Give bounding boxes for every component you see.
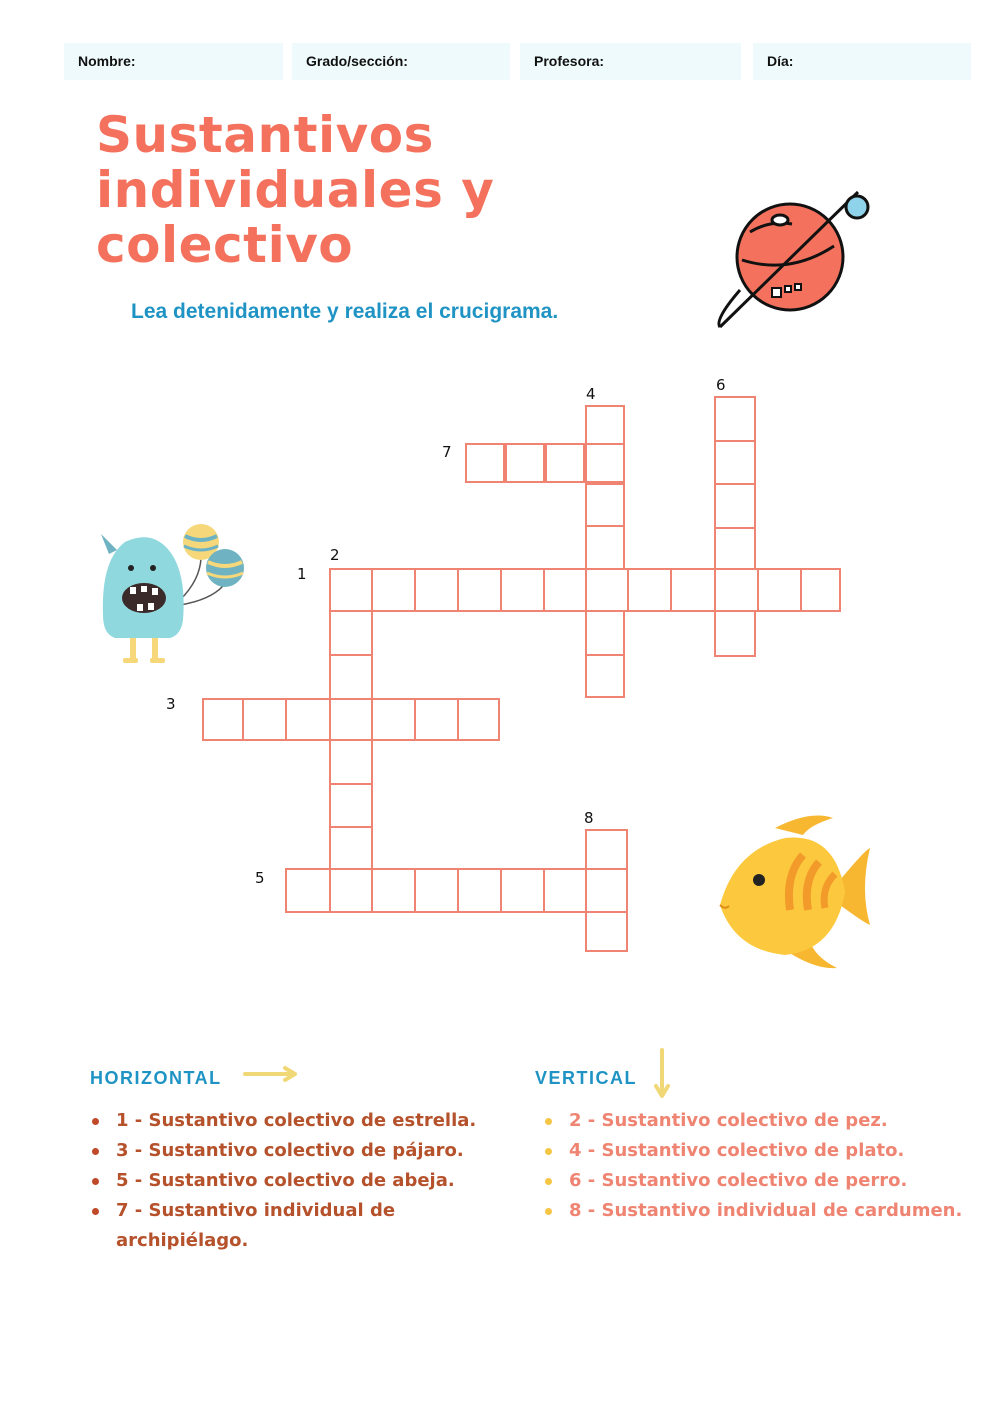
crossword-cell[interactable] bbox=[500, 568, 545, 612]
crossword-cell[interactable] bbox=[585, 443, 625, 483]
clue-number-7: 7 bbox=[442, 443, 452, 461]
crossword-cell[interactable] bbox=[585, 525, 625, 570]
clue-number-2: 2 bbox=[330, 546, 340, 564]
crossword-cell[interactable] bbox=[329, 698, 373, 741]
clue-horizontal-1: 1 - Sustantivo colectivo de estrella. bbox=[90, 1106, 510, 1136]
arrow-down-icon bbox=[653, 1048, 671, 1100]
crossword-cell[interactable] bbox=[414, 868, 459, 913]
horizontal-title: HORIZONTAL bbox=[90, 1068, 222, 1088]
crossword-cell[interactable] bbox=[329, 610, 373, 656]
crossword-cell[interactable] bbox=[414, 568, 459, 612]
clue-horizontal-7: 7 - Sustantivo individual de archipiélago. bbox=[90, 1196, 510, 1256]
crossword-cell[interactable] bbox=[202, 698, 244, 741]
crossword-cell[interactable] bbox=[585, 483, 625, 527]
nombre-label: Nombre: bbox=[78, 53, 136, 69]
crossword-cell[interactable] bbox=[543, 868, 587, 913]
crossword-cell[interactable] bbox=[714, 483, 756, 529]
crossword-cell[interactable] bbox=[505, 443, 545, 483]
crossword-cell[interactable] bbox=[670, 568, 716, 612]
crossword-cell[interactable] bbox=[457, 868, 502, 913]
clue-horizontal-5: 5 - Sustantivo colectivo de abeja. bbox=[90, 1166, 510, 1196]
profesora-label: Profesora: bbox=[534, 53, 605, 69]
crossword-cell[interactable] bbox=[714, 568, 759, 612]
crossword-cell[interactable] bbox=[585, 829, 628, 870]
crossword-cell[interactable] bbox=[329, 783, 373, 828]
clue-vertical-4: 4 - Sustantivo colectivo de plato. bbox=[543, 1136, 963, 1166]
clue-vertical-2: 2 - Sustantivo colectivo de pez. bbox=[543, 1106, 963, 1136]
crossword-cell[interactable] bbox=[329, 568, 373, 612]
crossword-cell[interactable] bbox=[585, 911, 628, 952]
crossword-cell[interactable] bbox=[714, 610, 756, 657]
crossword-cell[interactable] bbox=[585, 405, 625, 446]
clue-number-8: 8 bbox=[584, 809, 594, 827]
crossword-cell[interactable] bbox=[714, 527, 756, 570]
crossword-cell[interactable] bbox=[242, 698, 287, 741]
crossword-cell[interactable] bbox=[585, 654, 625, 698]
horizontal-clues bbox=[90, 1106, 510, 1256]
crossword-cell[interactable] bbox=[329, 739, 373, 785]
clue-vertical-6: 6 - Sustantivo colectivo de perro. bbox=[543, 1166, 963, 1196]
crossword-cell[interactable] bbox=[757, 568, 802, 612]
crossword-cell[interactable] bbox=[543, 568, 587, 612]
crossword-cell[interactable] bbox=[585, 568, 629, 612]
vertical-clues bbox=[543, 1106, 963, 1226]
dia-label: Día: bbox=[767, 53, 794, 69]
clue-number-5: 5 bbox=[255, 869, 265, 887]
crossword-cell[interactable] bbox=[585, 610, 625, 656]
crossword-cell[interactable] bbox=[329, 654, 373, 700]
crossword-cell[interactable] bbox=[457, 568, 502, 612]
grado-label: Grado/sección: bbox=[306, 53, 408, 69]
crossword-cell[interactable] bbox=[800, 568, 841, 612]
crossword-cell[interactable] bbox=[465, 443, 505, 483]
vertical-title: VERTICAL bbox=[535, 1068, 637, 1088]
clue-number-4: 4 bbox=[586, 385, 596, 403]
clue-horizontal-3: 3 - Sustantivo colectivo de pájaro. bbox=[90, 1136, 510, 1166]
title-line-3: colectivo bbox=[96, 216, 354, 274]
crossword-cell[interactable] bbox=[371, 698, 416, 741]
crossword-cell[interactable] bbox=[329, 868, 373, 913]
crossword-cell[interactable] bbox=[285, 698, 331, 741]
clue-vertical-8: 8 - Sustantivo individual de cardumen. bbox=[543, 1196, 963, 1226]
crossword-cell[interactable] bbox=[329, 826, 373, 870]
title-line-1: Sustantivos bbox=[96, 106, 434, 164]
clue-number-3: 3 bbox=[166, 695, 176, 713]
crossword-cell[interactable] bbox=[414, 698, 459, 741]
crossword-cell[interactable] bbox=[585, 868, 628, 913]
crossword-cell[interactable] bbox=[714, 396, 756, 442]
crossword-cell[interactable] bbox=[457, 698, 500, 741]
crossword-cell[interactable] bbox=[371, 868, 416, 913]
title-line-2: individuales y bbox=[96, 161, 495, 219]
crossword-cell[interactable] bbox=[714, 440, 756, 485]
clue-number-1: 1 bbox=[297, 565, 307, 583]
crossword-cell[interactable] bbox=[500, 868, 545, 913]
crossword-cell[interactable] bbox=[371, 568, 416, 612]
arrow-right-icon bbox=[243, 1065, 299, 1083]
instruction-text: Lea detenidamente y realiza el crucigrama. bbox=[131, 300, 559, 323]
crossword-cell[interactable] bbox=[285, 868, 331, 913]
crossword-cell[interactable] bbox=[545, 443, 585, 483]
clue-number-6: 6 bbox=[716, 376, 726, 394]
crossword-cell[interactable] bbox=[627, 568, 672, 612]
